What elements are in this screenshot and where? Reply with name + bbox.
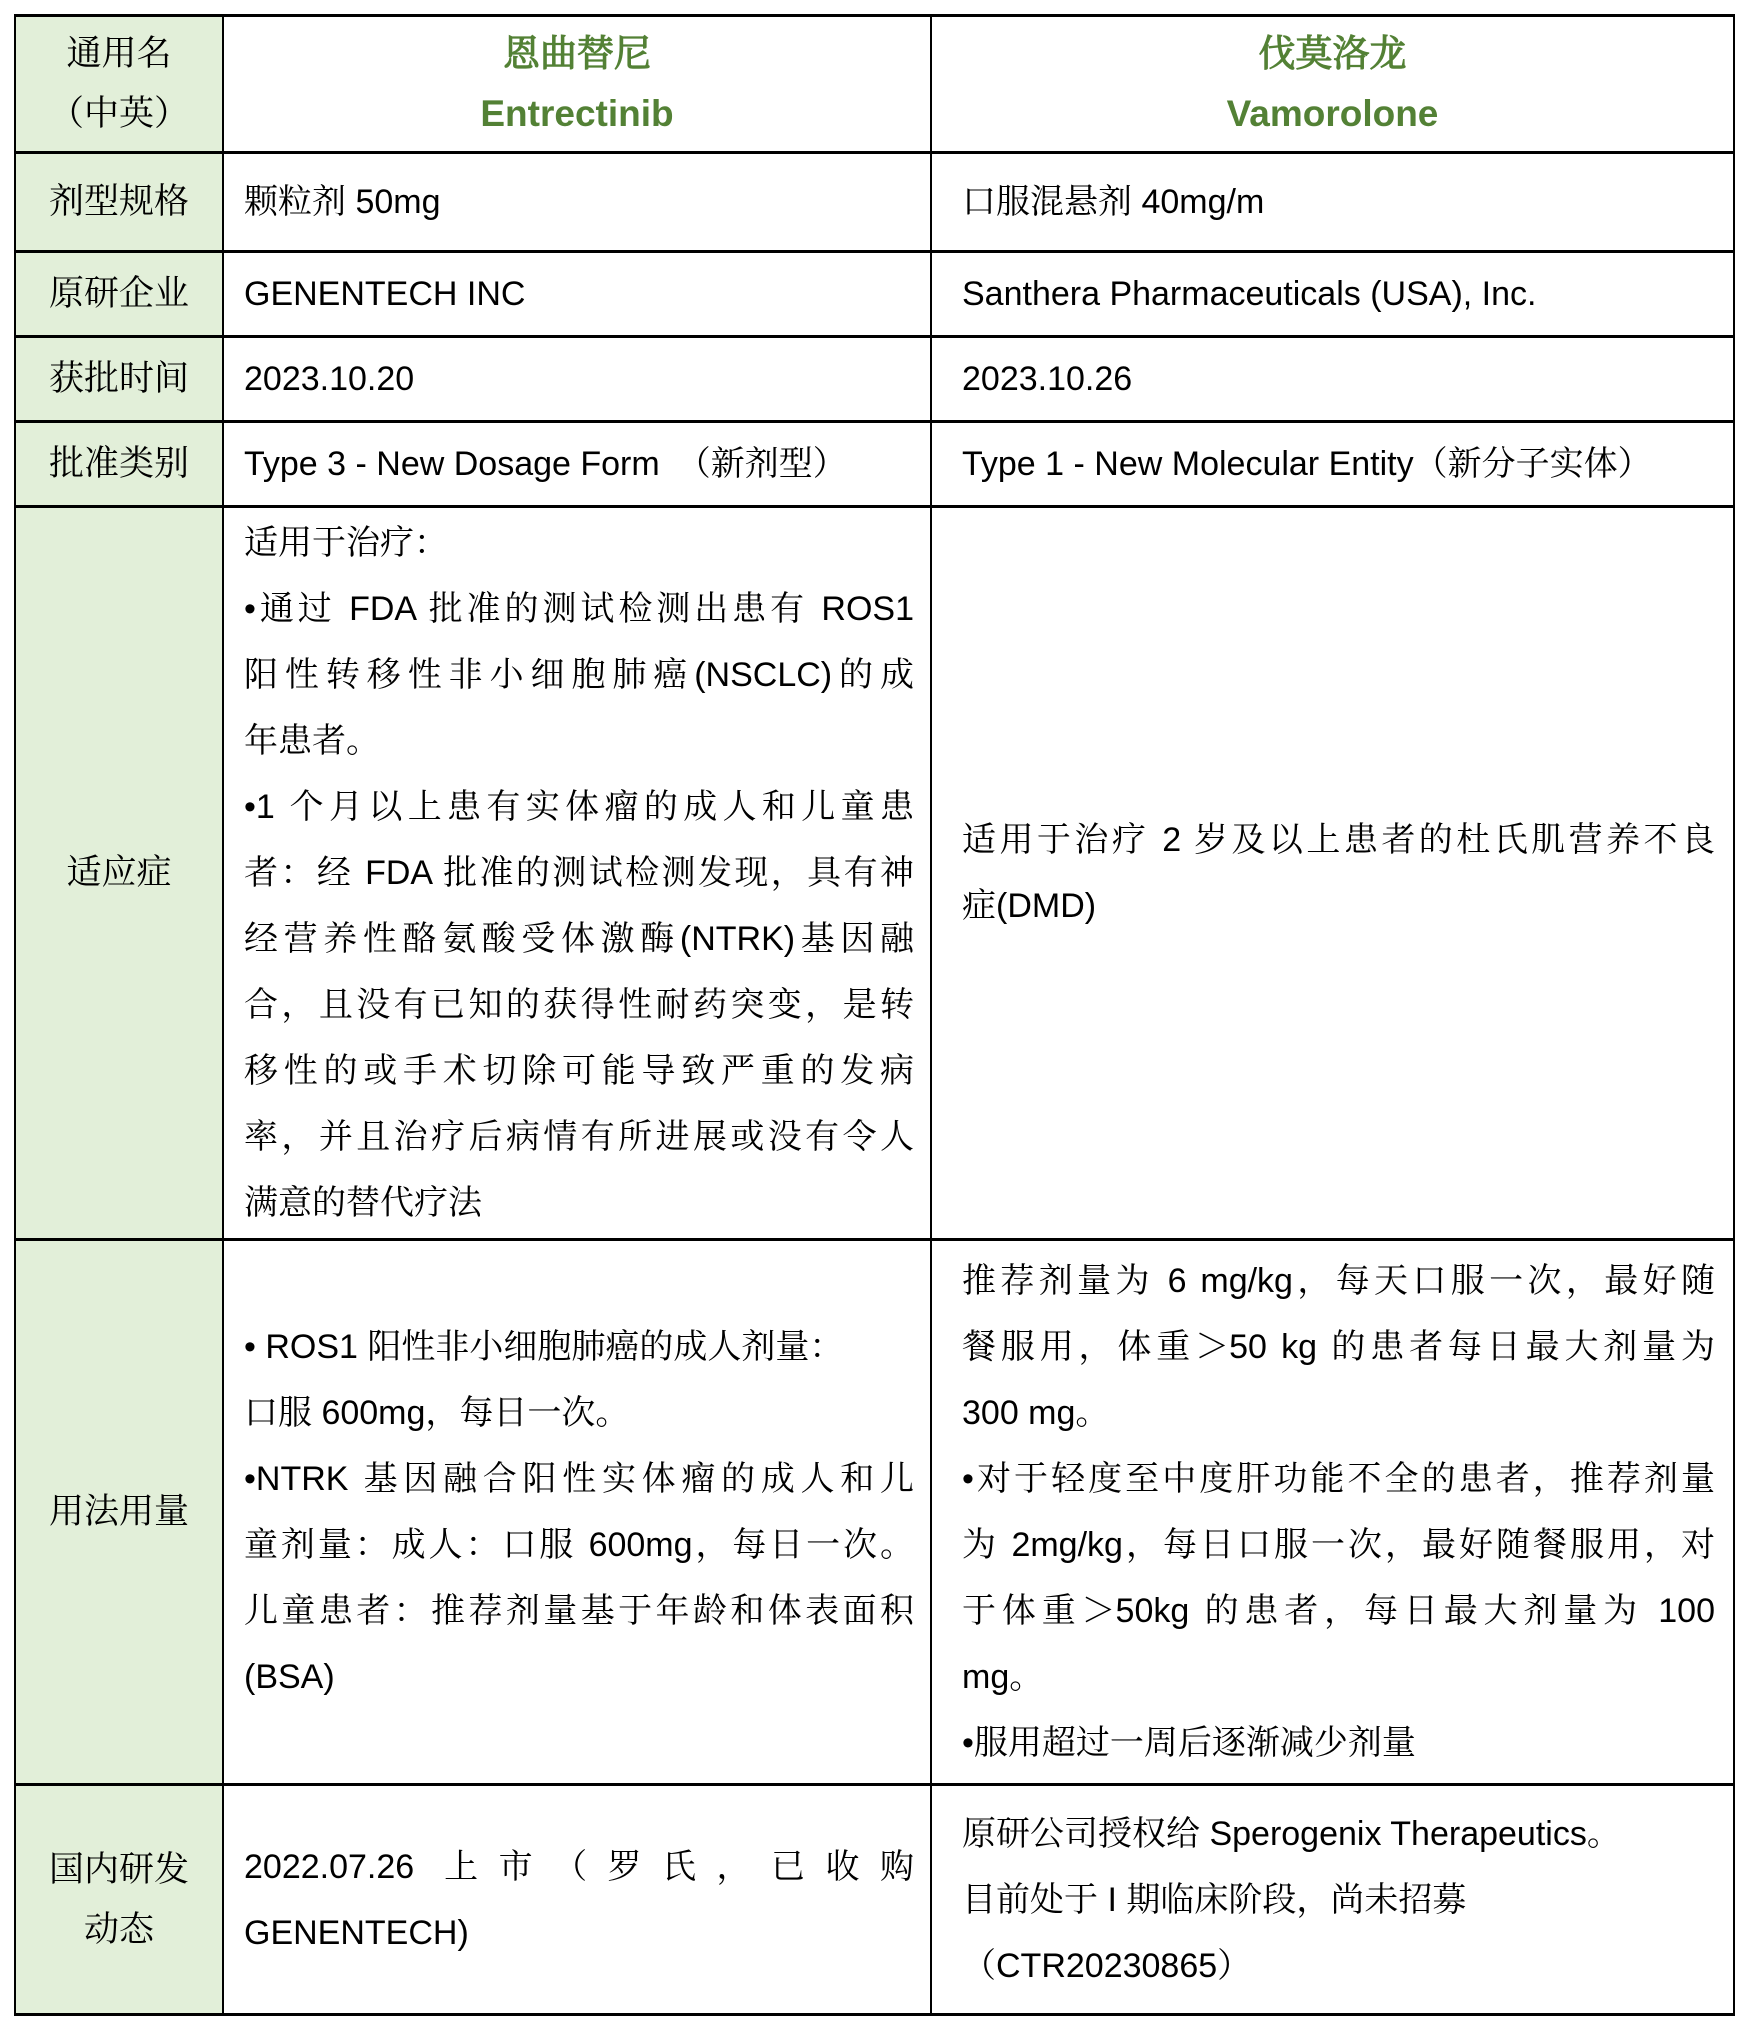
- drug2-originator-text: Santhera Pharmaceuticals (USA), Inc.: [962, 275, 1537, 313]
- cell-drug1-originator: [224, 253, 932, 338]
- drug2-usage-line: mg。: [962, 1658, 1044, 1696]
- row-label-category-text: 批准类别: [48, 444, 189, 483]
- drug1-usage-line: 口服 600mg，每日一次。: [244, 1394, 630, 1432]
- drug2-name-cn: 伐莫洛龙: [1258, 33, 1407, 74]
- drug1-usage-line: • ROS1 阳性非小细胞肺癌的成人剂量：: [244, 1328, 844, 1366]
- drug2-domestic-line: 目前处于 I 期临床阶段，尚未招募: [962, 1880, 1467, 1919]
- cell-drug1-usage: [224, 1241, 932, 1786]
- row-label-indication: [16, 508, 224, 1241]
- drug2-usage-line: 300 mg。: [962, 1394, 1110, 1432]
- row-label-usage: [16, 1241, 224, 1786]
- drug1-usage-line: 童剂量：成人：口服 600mg，每日一次。: [244, 1526, 914, 1564]
- drug2-domestic-line: （CTR20230865）: [962, 1946, 1252, 1985]
- drug1-indication-line: 率，并且治疗后病情有所进展或没有令人: [244, 1118, 914, 1156]
- drug2-spec-text: 口服混悬剂 40mg/m: [962, 183, 1265, 221]
- drug1-category-text: Type 3 - New Dosage Form （新剂型）: [244, 445, 847, 483]
- drug1-spec-text: 颗粒剂 50mg: [244, 183, 441, 221]
- drug2-usage-line: 于体重＞50kg 的患者，每日最大剂量为 100: [962, 1592, 1715, 1630]
- row-label-approved-text: 获批时间: [48, 359, 189, 398]
- cell-drug1-spec: [224, 154, 932, 253]
- row-label-usage-text: 用法用量: [48, 1492, 189, 1531]
- corner-header-cell: [16, 17, 224, 154]
- drug2-category-text: Type 1 - New Molecular Entity（新分子实体）: [962, 445, 1652, 483]
- row-label-spec: [16, 154, 224, 253]
- drug2-usage-line: •对于轻度至中度肝功能不全的患者，推荐剂量: [962, 1460, 1715, 1498]
- drug1-indication-line: 者：经 FDA 批准的测试检测发现，具有神: [244, 854, 914, 892]
- drug1-name-en: Entrectinib: [480, 93, 674, 134]
- drug2-indication-line: 症(DMD): [962, 887, 1097, 925]
- drug1-indication-line: •1 个月以上患有实体瘤的成人和儿童患: [244, 788, 914, 826]
- drug1-usage-line: 儿童患者：推荐剂量基于年龄和体表面积: [244, 1592, 914, 1630]
- drug2-usage-line: 餐服用，体重＞50 kg 的患者每日最大剂量为: [962, 1328, 1715, 1366]
- drug1-domestic-line: 2022.07.26 上市（罗氏，已收购: [244, 1847, 914, 1886]
- cell-drug1-domestic: [224, 1786, 932, 2013]
- cell-drug2-originator: [932, 253, 1733, 338]
- row-label-approved: [16, 338, 224, 423]
- drug1-approved-text: 2023.10.20: [244, 360, 415, 398]
- drug1-domestic-line: GENENTECH): [244, 1913, 469, 1952]
- cell-drug1-approved: [224, 338, 932, 423]
- row-label-domestic-line-2: 动态: [83, 1909, 154, 1949]
- row-label-originator: [16, 253, 224, 338]
- drug2-domestic-line: 原研公司授权给 Sperogenix Therapeutics。: [962, 1814, 1621, 1853]
- drug2-header-cell: [932, 17, 1733, 154]
- drug1-indication-line: •通过 FDA 批准的测试检测出患有 ROS1: [244, 590, 914, 628]
- drug1-indication-line: 合，且没有已知的获得性耐药突变，是转: [244, 986, 914, 1024]
- cell-drug2-spec: [932, 154, 1733, 253]
- drug2-indication-line: 适用于治疗 2 岁及以上患者的杜氏肌营养不良: [962, 821, 1715, 859]
- drug1-indication-line: 移性的或手术切除可能导致严重的发病: [244, 1052, 914, 1090]
- cell-drug1-category: [224, 423, 932, 508]
- drug-comparison-table: [14, 14, 1735, 2016]
- drug1-header-cell: [224, 17, 932, 154]
- drug1-indication-line: 经营养性酪氨酸受体激酶(NTRK)基因融: [244, 920, 914, 958]
- drug2-name-en: Vamorolone: [1226, 93, 1439, 134]
- drug2-approved-text: 2023.10.26: [962, 360, 1133, 398]
- drug1-name-cn: 恩曲替尼: [503, 33, 651, 74]
- cell-drug2-approved: [932, 338, 1733, 423]
- cell-drug2-indication: [932, 508, 1733, 1241]
- cell-drug2-domestic: [932, 1786, 1733, 2013]
- drug1-indication-line: 阳性转移性非小细胞肺癌(NSCLC)的成: [244, 656, 914, 694]
- drug1-indication-line: 满意的替代疗法: [244, 1184, 482, 1222]
- row-label-domestic: [16, 1786, 224, 2013]
- corner-header-line-1: 通用名: [66, 34, 172, 73]
- cell-drug2-category: [932, 423, 1733, 508]
- row-label-indication-text: 适应症: [66, 853, 172, 892]
- cell-drug2-usage: [932, 1241, 1733, 1786]
- drug1-indication-line: 适用于治疗：: [244, 524, 448, 562]
- cell-drug1-indication: [224, 508, 932, 1241]
- drug1-usage-line: •NTRK 基因融合阳性实体瘤的成人和儿: [244, 1460, 914, 1498]
- corner-header-line-2: （中英）: [48, 94, 189, 133]
- drug2-usage-line: 为 2mg/kg，每日口服一次，最好随餐服用，对: [962, 1526, 1715, 1564]
- drug1-indication-line: 年患者。: [244, 722, 380, 760]
- row-label-domestic-line-1: 国内研发: [48, 1849, 189, 1889]
- row-label-spec-text: 剂型规格: [48, 182, 189, 221]
- row-label-category: [16, 423, 224, 508]
- drug1-usage-line: (BSA): [244, 1658, 335, 1696]
- row-label-originator-text: 原研企业: [48, 274, 189, 313]
- drug1-originator-text: GENENTECH INC: [244, 275, 526, 313]
- drug2-usage-line: 推荐剂量为 6 mg/kg，每天口服一次，最好随: [962, 1262, 1715, 1300]
- drug2-usage-line: •服用超过一周后逐渐减少剂量: [962, 1724, 1416, 1762]
